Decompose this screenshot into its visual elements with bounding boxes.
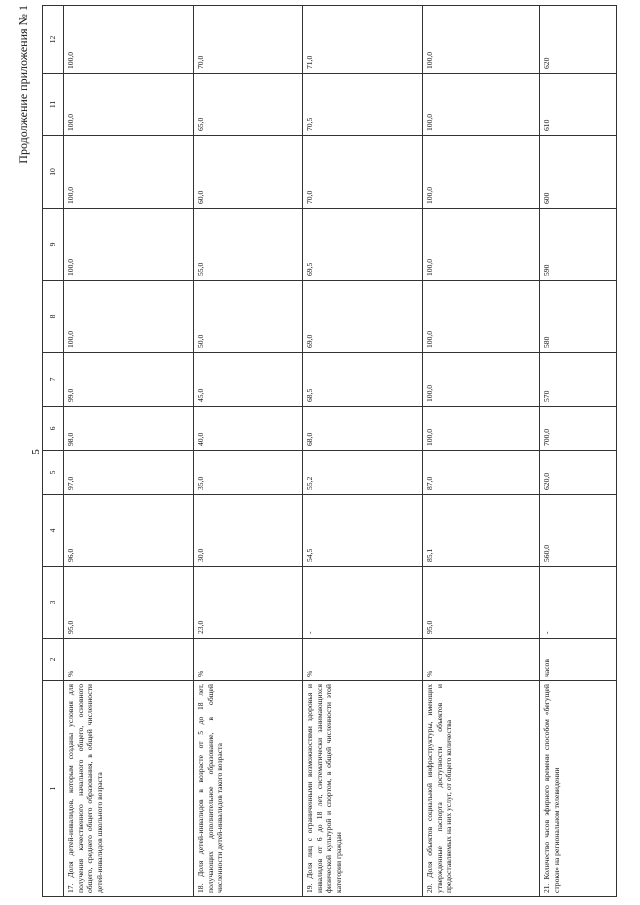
unit-cell: % <box>423 639 540 681</box>
value-cell: 600 <box>540 136 617 209</box>
value-cell: 35,0 <box>194 451 303 495</box>
value-cell: 54,5 <box>303 495 423 567</box>
value-cell: 70,5 <box>303 74 423 136</box>
column-number: 1 <box>43 681 64 897</box>
table-header-row <box>43 6 64 897</box>
column-number: 7 <box>43 353 64 407</box>
column-number: 4 <box>43 495 64 567</box>
value-cell: - <box>303 567 423 639</box>
value-cell: 620,0 <box>540 451 617 495</box>
value-cell: 590 <box>540 209 617 281</box>
value-cell: 99,0 <box>64 353 194 407</box>
value-cell: 100,0 <box>423 136 540 209</box>
value-cell: 100,0 <box>64 6 194 74</box>
value-cell: 70,0 <box>194 6 303 74</box>
value-cell: 610 <box>540 74 617 136</box>
value-cell: 96,0 <box>64 495 194 567</box>
value-cell: 100,0 <box>64 136 194 209</box>
value-cell: 100,0 <box>64 281 194 353</box>
value-cell: 100,0 <box>423 6 540 74</box>
column-number: 3 <box>43 567 64 639</box>
column-number: 2 <box>43 639 64 681</box>
value-cell: 30,0 <box>194 495 303 567</box>
value-cell: 69,0 <box>303 281 423 353</box>
unit-cell: часов <box>540 639 617 681</box>
value-cell: 580 <box>540 281 617 353</box>
table-row <box>540 6 617 897</box>
column-number: 12 <box>43 6 64 74</box>
value-cell: 95,0 <box>64 567 194 639</box>
value-cell: 95,0 <box>423 567 540 639</box>
value-cell: 50,0 <box>194 281 303 353</box>
page-number: 5 <box>30 449 42 455</box>
value-cell: 100,0 <box>423 281 540 353</box>
indicator-name-cell: 17. Доля детей-инвалидов, которым созданы условия для получения качественного начального общего, основного общего, среднего общего образования, в общей численности детей-инвалидов школьного возраста <box>64 681 194 897</box>
value-cell: 100,0 <box>423 74 540 136</box>
table-row <box>194 6 303 897</box>
value-cell: 100,0 <box>64 74 194 136</box>
indicators-table <box>42 5 617 897</box>
value-cell: 60,0 <box>194 136 303 209</box>
value-cell: 68,5 <box>303 353 423 407</box>
value-cell: - <box>540 567 617 639</box>
value-cell: 69,5 <box>303 209 423 281</box>
indicator-name-cell: 19. Доля лиц с ограниченными возможностями здоровья и инвалидов от 6 до 18 лет, систематически занимающихся физической культурой и спортом, в общей численности этой категории граждан <box>303 681 423 897</box>
value-cell: 570 <box>540 353 617 407</box>
appendix-caption: Продолжение приложения № 1 <box>16 5 30 164</box>
value-cell: 71,0 <box>303 6 423 74</box>
indicator-name-cell: 18. Доля детей-инвалидов в возрасте от 5 до 18 лет, получающих дополнительное образование, в общей численности детей-инвалидов такого возраста <box>194 681 303 897</box>
value-cell: 97,0 <box>64 451 194 495</box>
value-cell: 70,0 <box>303 136 423 209</box>
value-cell: 85,1 <box>423 495 540 567</box>
value-cell: 55,0 <box>194 209 303 281</box>
value-cell: 68,0 <box>303 407 423 451</box>
value-cell: 100,0 <box>64 209 194 281</box>
unit-cell: % <box>303 639 423 681</box>
table-row <box>303 6 423 897</box>
column-number: 9 <box>43 209 64 281</box>
value-cell: 100,0 <box>423 353 540 407</box>
unit-cell: % <box>64 639 194 681</box>
column-number: 8 <box>43 281 64 353</box>
indicator-name-cell: 20. Доля объектов социальной инфраструктуры, имеющих утвержденные паспорта доступности объектов и предоставляемых на них услуг, от общего количества <box>423 681 540 897</box>
column-number: 10 <box>43 136 64 209</box>
column-number: 11 <box>43 74 64 136</box>
value-cell: 45,0 <box>194 353 303 407</box>
table-row <box>64 6 194 897</box>
column-number: 6 <box>43 407 64 451</box>
indicator-name-cell: 21. Количество часов эфирного времени способом «бегущей строки» на региональном телевидении <box>540 681 617 897</box>
value-cell: 98,0 <box>64 407 194 451</box>
value-cell: 100,0 <box>423 407 540 451</box>
unit-cell: % <box>194 639 303 681</box>
value-cell: 40,0 <box>194 407 303 451</box>
value-cell: 87,0 <box>423 451 540 495</box>
value-cell: 560,0 <box>540 495 617 567</box>
value-cell: 100,0 <box>423 209 540 281</box>
value-cell: 55,2 <box>303 451 423 495</box>
value-cell: 65,0 <box>194 74 303 136</box>
table-row <box>423 6 540 897</box>
value-cell: 700,0 <box>540 407 617 451</box>
value-cell: 620 <box>540 6 617 74</box>
column-number: 5 <box>43 451 64 495</box>
value-cell: 23,0 <box>194 567 303 639</box>
